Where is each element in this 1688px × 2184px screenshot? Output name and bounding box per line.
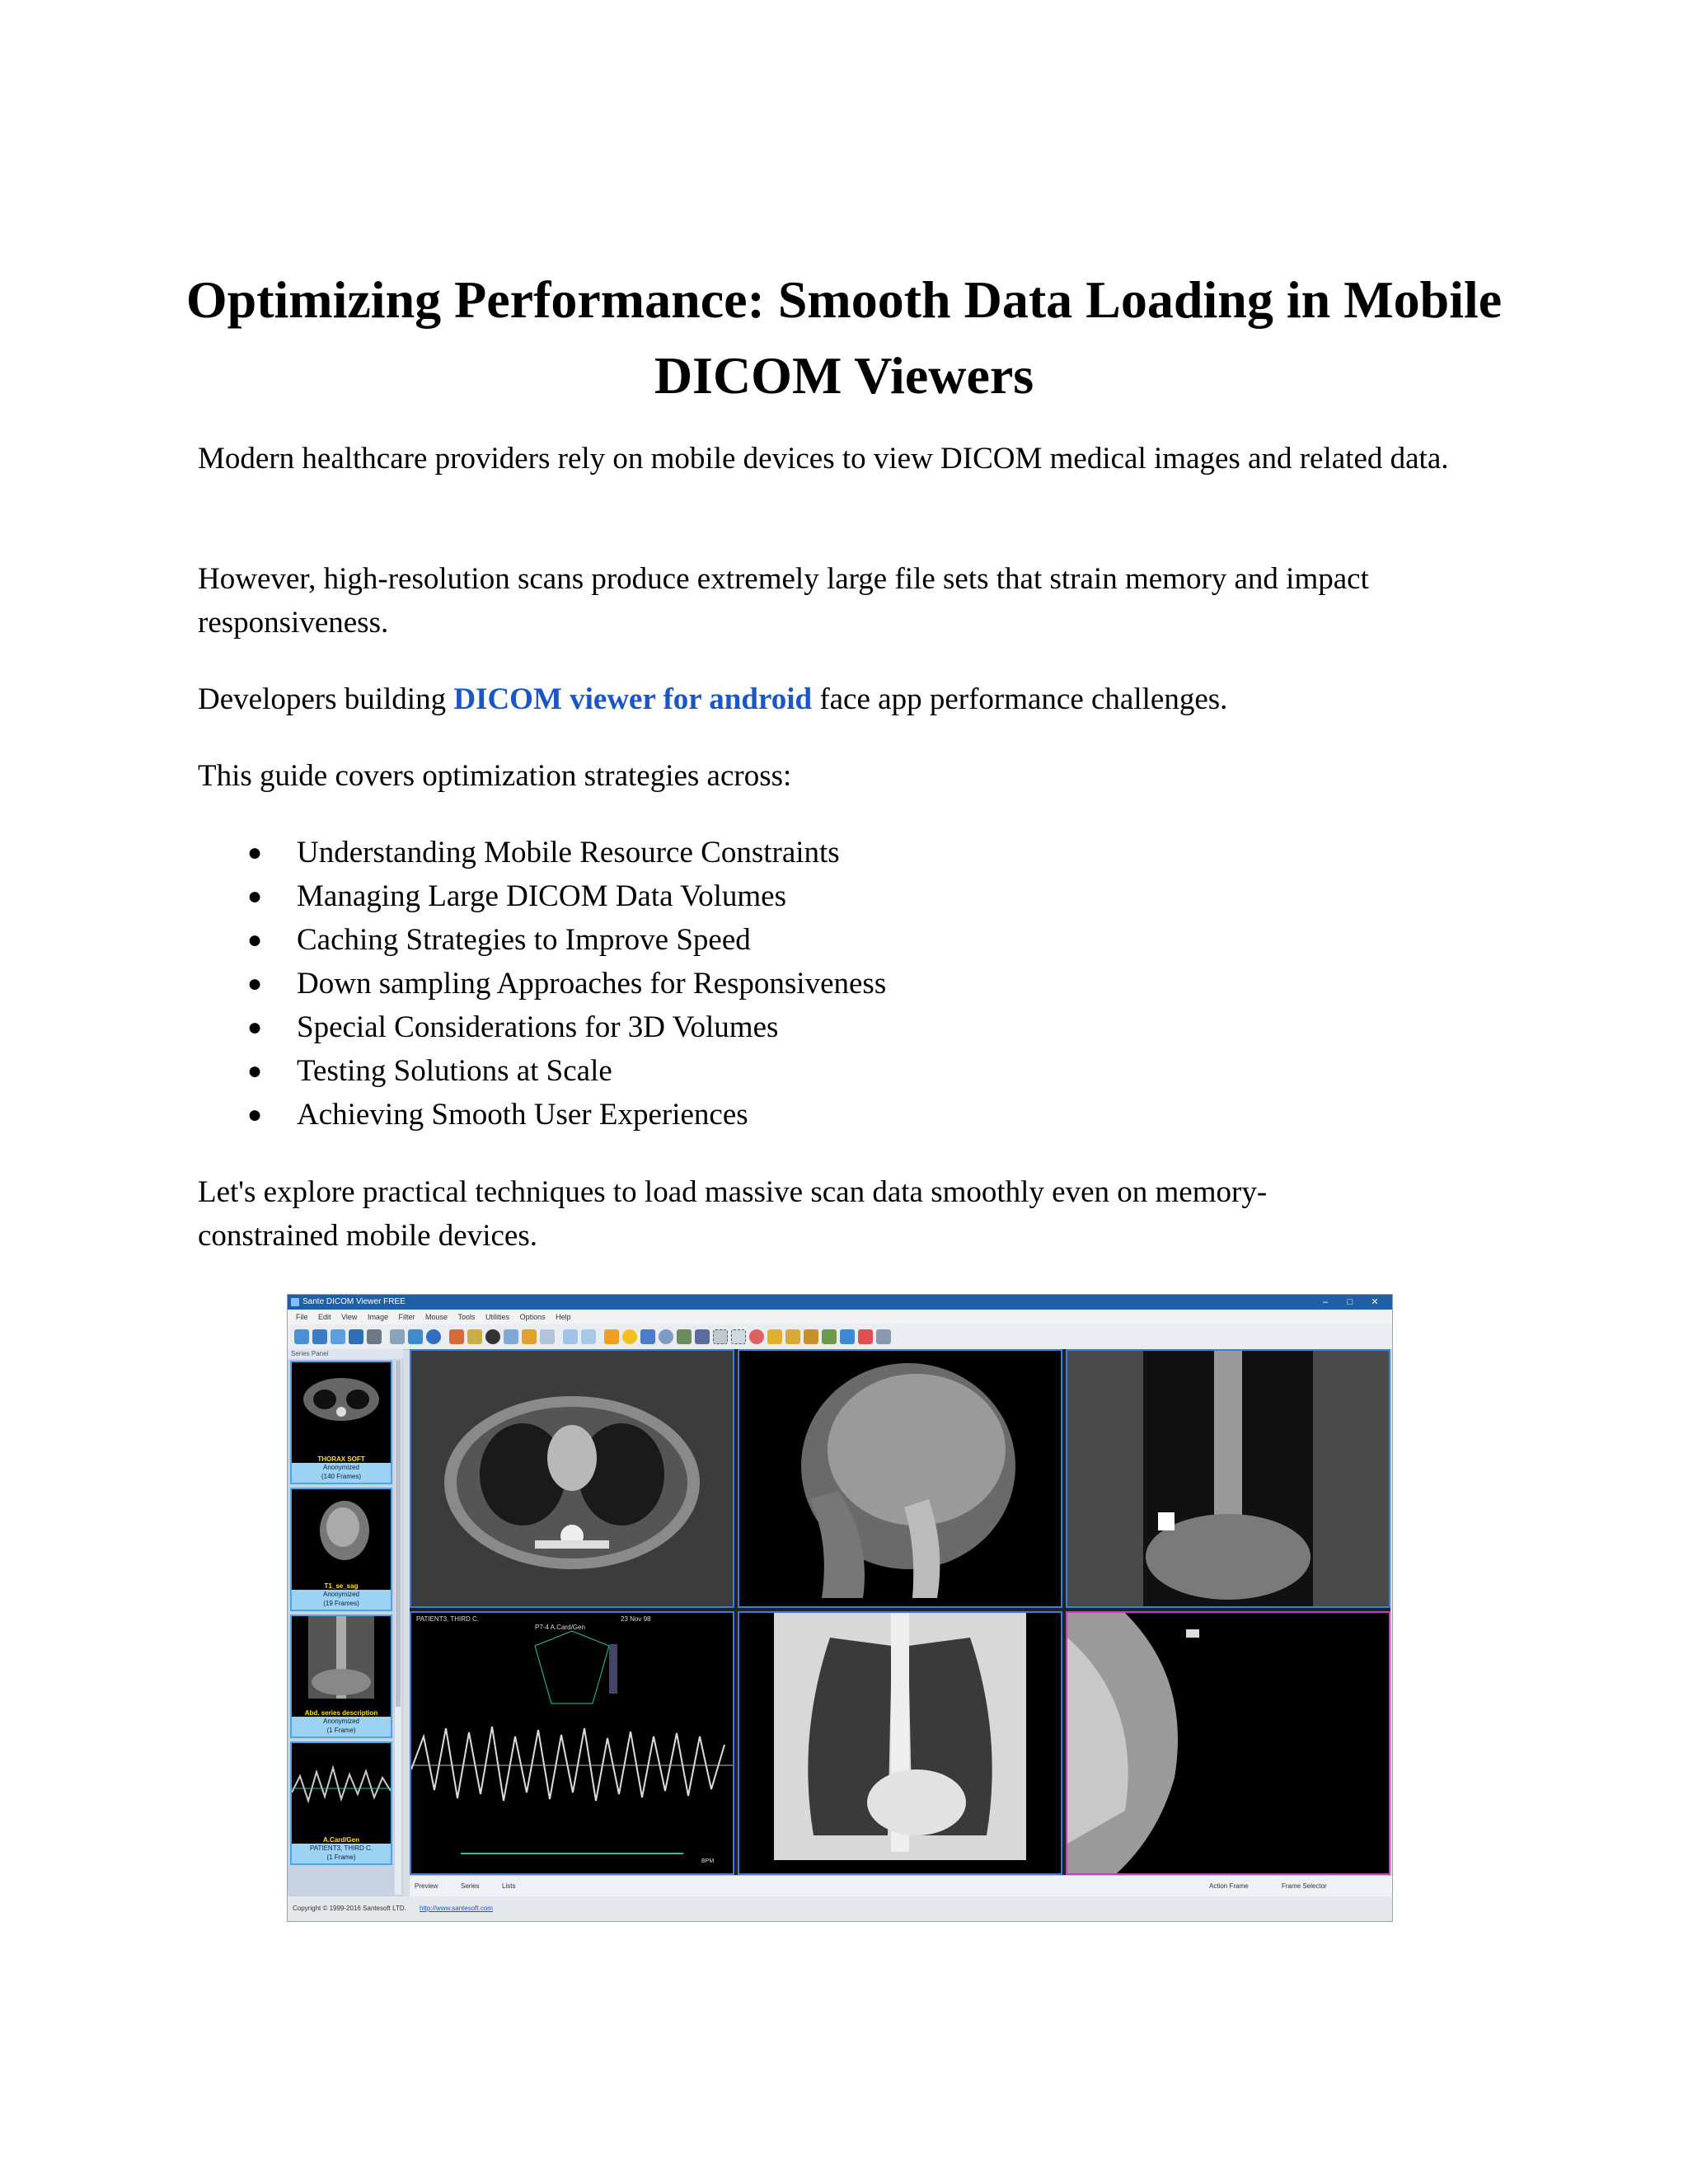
scrollbar-thumb[interactable] [396,1361,401,1707]
status-bar [410,1875,1392,1897]
bullet-icon: ● [247,839,263,866]
tab-series[interactable]: Series [461,1882,480,1890]
bullet-icon: ● [247,926,263,954]
series-thumbnail[interactable]: Abd. series description Anonymized (1 Frame) [290,1615,392,1738]
bullet-icon: ● [247,1014,263,1041]
viewport-ultrasound-doppler[interactable]: PATIENT3, THIRD C. 23 Nov 98 P7-4 A.Card/Gen BPM [410,1611,734,1875]
page-title: Optimizing Performance: Smooth Data Loading in Mobile DICOM Viewers [185,270,1503,405]
print-icon[interactable] [367,1329,382,1344]
head-mri-image-icon [739,1351,1061,1606]
close-icon[interactable]: ✕ [1371,1297,1379,1307]
window-titlebar [288,1295,1392,1310]
bullet-icon: ● [247,1057,263,1085]
menu-item-mouse[interactable]: Mouse [424,1313,448,1321]
action-frame-label: Action Frame [1209,1882,1249,1890]
bullet-icon: ● [247,1101,263,1128]
menu-item-filter[interactable]: Filter [398,1313,415,1321]
info-icon[interactable] [426,1329,441,1344]
palette-icon[interactable] [522,1329,537,1344]
window-level-icon[interactable] [604,1329,619,1344]
app-icon [291,1298,299,1306]
developers-text-start: Developers building [198,682,454,716]
chest-xray-image-icon [739,1613,1061,1873]
ellipse-icon[interactable] [785,1329,800,1344]
viewport-chest-xray[interactable] [738,1611,1062,1875]
menu-item-tools[interactable]: Tools [457,1313,476,1321]
viewport-mammogram[interactable] [1066,1611,1390,1875]
head-mri-thumbnail-icon [292,1489,391,1572]
chest-ct-image-icon [411,1351,733,1606]
series-panel-scrollbar[interactable] [395,1361,401,1895]
copyright-text: Copyright © 1999-2016 Santesoft LTD. [293,1905,406,1912]
pencil-icon[interactable] [858,1329,873,1344]
series-thumbnail[interactable]: A.Card/Gen PATIENT3, THIRD C. (1 Frame) [290,1741,392,1865]
series-panel [288,1349,403,1896]
magnify-icon[interactable] [695,1329,710,1344]
open-cd-icon[interactable] [331,1329,345,1344]
strategy-list [198,831,886,1137]
save-icon[interactable] [349,1329,363,1344]
menu-item-view[interactable]: View [341,1313,358,1321]
developers-paragraph [198,677,1500,721]
menu-item-image[interactable]: Image [367,1313,388,1321]
corner-icon[interactable] [804,1329,818,1344]
brightness-icon[interactable] [622,1329,637,1344]
rotate-icon[interactable] [677,1329,692,1344]
window-controls [1313,1295,1387,1310]
angle-icon[interactable] [767,1329,782,1344]
settings-icon[interactable] [449,1329,464,1344]
tab-lists[interactable]: Lists [502,1882,516,1890]
open-folder-icon[interactable] [294,1329,309,1344]
series-thumbnail[interactable]: T1_se_sag Anonymized (19 Frames) [290,1488,392,1611]
series-panel-header: Series Panel [288,1349,403,1359]
crop-icon[interactable] [731,1329,746,1344]
eye-icon[interactable] [485,1329,500,1344]
viewport-chest-ct[interactable] [410,1349,734,1608]
abdomen-xray-thumbnail-icon [292,1616,391,1699]
menu-item-help[interactable]: Help [556,1313,571,1321]
frame-selector-label[interactable]: Frame Selector [1282,1882,1327,1890]
viewport-abdomen-xray[interactable] [1066,1349,1390,1608]
dicom-viewer-screenshot [287,1294,1393,1922]
image-viewport-grid [410,1349,1390,1875]
mammogram-image-icon [1067,1613,1389,1873]
menu-bar [288,1310,1392,1324]
bullet-icon: ● [247,970,263,997]
list-item: ● Achieving Smooth User Experiences [198,1093,886,1137]
fit-icon[interactable] [581,1329,596,1344]
guide-intro-paragraph: This guide covers optimization strategies across: [198,759,792,793]
grid-layout-icon[interactable] [563,1329,578,1344]
toolbar [288,1324,1392,1350]
window-title: Sante DICOM Viewer FREE [302,1297,406,1306]
open-file-icon[interactable] [312,1329,327,1344]
menu-item-file[interactable]: File [296,1313,308,1321]
tab-preview[interactable]: Preview [415,1882,438,1890]
doppler-waveform-icon [411,1613,733,1873]
menu-item-utilities[interactable]: Utilities [485,1313,510,1321]
roi-select-icon[interactable] [713,1329,728,1344]
bullet-icon: ● [247,883,263,910]
viewport-head-mri[interactable] [738,1349,1062,1608]
minimize-icon[interactable]: – [1322,1297,1329,1307]
maximize-icon[interactable]: □ [1347,1297,1353,1307]
dicom-viewer-android-link[interactable]: DICOM viewer for android [453,682,813,716]
challenge-paragraph: However, high-resolution scans produce extremely large file sets that strain memory and impact responsiveness. [198,562,1369,640]
text-tool-icon[interactable] [876,1329,891,1344]
menu-item-options[interactable]: Options [519,1313,546,1321]
list-item: ● Understanding Mobile Resource Constraints [198,831,886,874]
website-link[interactable]: http://www.santesoft.com [420,1905,493,1912]
ultrasound-thumbnail-icon [292,1743,391,1825]
list-item: ● Down sampling Approaches for Responsiveness [198,962,886,1005]
list-item: ● Caching Strategies to Improve Speed [198,918,886,962]
filter-icon[interactable] [467,1329,482,1344]
send-icon[interactable] [408,1329,423,1344]
series-thumbnail[interactable]: THORAX SOFT Anonymized (140 Frames) [290,1361,392,1484]
list-item: ● Testing Solutions at Scale [198,1049,886,1093]
intro-paragraph: Modern healthcare providers rely on mobile devices to view DICOM medical images and related data. [198,442,1449,476]
closing-paragraph: Let's explore practical techniques to load massive scan data smoothly even on memory-constrained mobile devices. [198,1175,1268,1253]
copyright-bar [288,1896,1392,1921]
list-item: ● Special Considerations for 3D Volumes [198,1005,886,1049]
color-wheel-icon[interactable] [749,1329,764,1344]
list-item: ● Managing Large DICOM Data Volumes [198,874,886,918]
arrow-icon[interactable] [840,1329,855,1344]
export-icon[interactable] [390,1329,405,1344]
tile-icon[interactable] [540,1329,555,1344]
pan-icon[interactable] [640,1329,655,1344]
developers-text-end: face app performance challenges. [812,682,1228,716]
thorax-ct-thumbnail-icon [292,1362,391,1445]
layout-icon[interactable] [504,1329,518,1344]
menu-item-edit[interactable]: Edit [318,1313,331,1321]
zoom-icon[interactable] [659,1329,673,1344]
line-icon[interactable] [822,1329,837,1344]
abdomen-xray-image-icon [1067,1351,1389,1606]
